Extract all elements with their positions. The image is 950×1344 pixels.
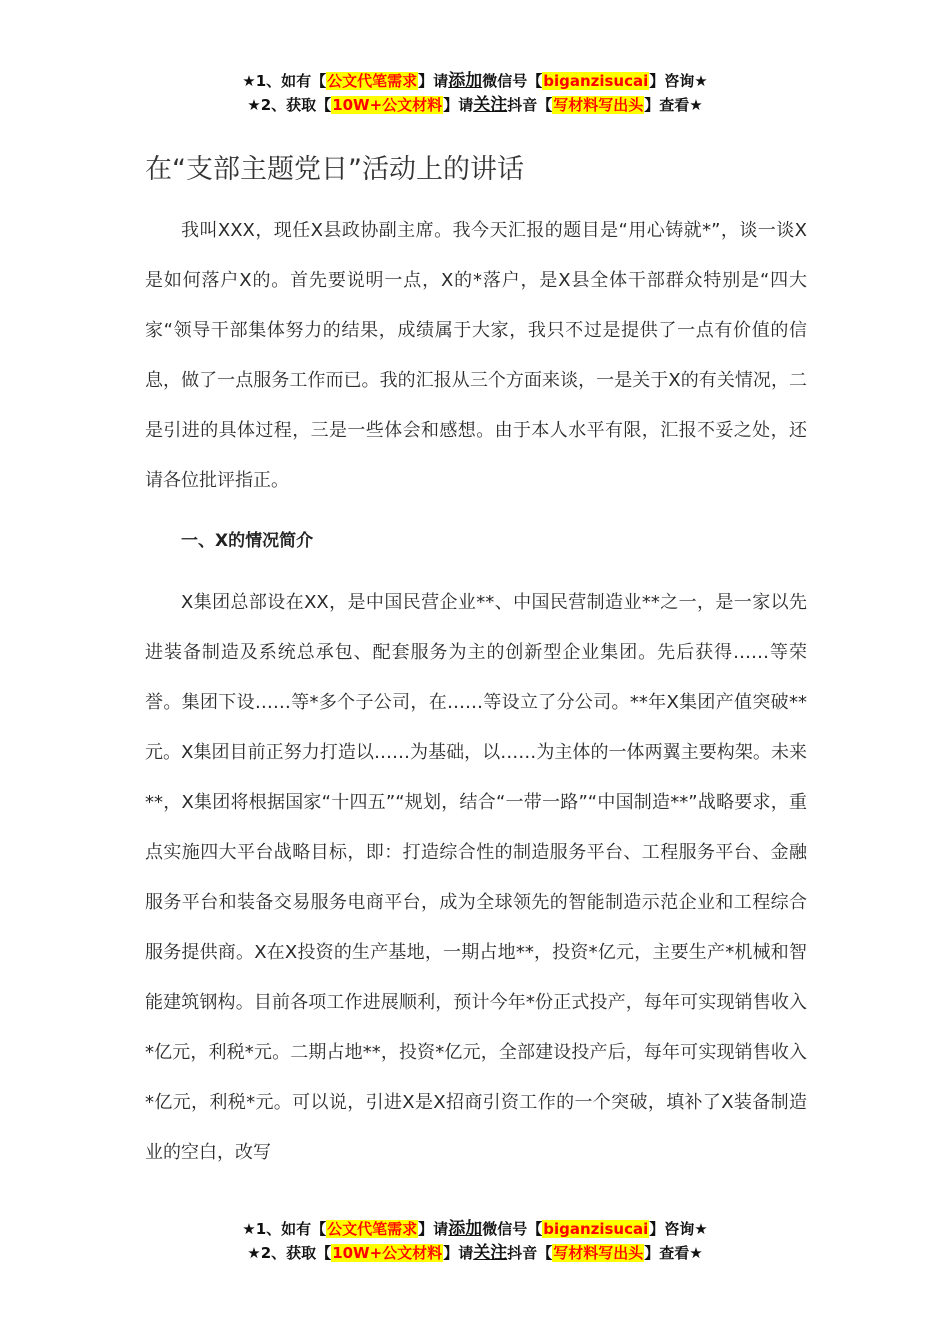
promo-text: 微信号【 bbox=[482, 72, 543, 90]
promo-highlight: 公文代笔需求 bbox=[327, 72, 418, 90]
document-title: 在“支部主题党日”活动上的讲话 bbox=[145, 154, 524, 185]
promo-highlight-douyin-id: 写材料写出头 bbox=[553, 1244, 644, 1262]
promo-text: 抖音【 bbox=[507, 1244, 553, 1262]
promo-highlight: 10W+公文材料 bbox=[332, 96, 443, 114]
promo-text: 】查看★ bbox=[644, 1244, 703, 1262]
paragraph-intro: 我叫XXX，现任X县政协副主席。我今天汇报的题目是“用心铸就*”，谈一谈X是如何落户X的。首先要说明一点，X的*落户，是X县全体干部群众特别是“四大家“领导干部集体努力的结果，成绩属于大家，我只不过是提供了一点有价值的信息，做了一点服务工作而已。我的汇报从三个方面来谈，一是关于X的有关情况，二是引进的具体过程，三是一些体会和感想。由于本人水平有限，汇报不妥之处，还请各位批评指正。 bbox=[145, 220, 807, 491]
promo-line-1 bbox=[0, 1217, 950, 1241]
promo-banner-bottom bbox=[0, 1217, 950, 1265]
promo-text: 】请 bbox=[443, 1244, 474, 1262]
promo-text: 】查看★ bbox=[644, 96, 703, 114]
promo-text: 抖音【 bbox=[507, 96, 553, 114]
promo-highlight: 10W+公文材料 bbox=[332, 1244, 443, 1262]
promo-text: ★1、如有【 bbox=[242, 72, 327, 90]
promo-underline: 添加 bbox=[448, 1219, 483, 1239]
promo-underline: 关注 bbox=[473, 1243, 508, 1263]
promo-highlight-wechat-id: biganzisucai bbox=[543, 1220, 649, 1238]
promo-underline: 关注 bbox=[473, 95, 508, 115]
promo-highlight-wechat-id: biganzisucai bbox=[543, 72, 649, 90]
promo-text: 微信号【 bbox=[482, 1220, 543, 1238]
promo-text: ★2、获取【 bbox=[247, 1244, 332, 1262]
promo-highlight-douyin-id: 写材料写出头 bbox=[553, 96, 644, 114]
promo-text: 】咨询★ bbox=[649, 72, 708, 90]
promo-text: ★1、如有【 bbox=[242, 1220, 327, 1238]
promo-line-1 bbox=[0, 69, 950, 93]
promo-underline: 添加 bbox=[448, 71, 483, 91]
promo-text: 】请 bbox=[418, 72, 449, 90]
promo-highlight: 公文代笔需求 bbox=[327, 1220, 418, 1238]
promo-text: ★2、获取【 bbox=[247, 96, 332, 114]
section-heading-1: 一、X的情况简介 bbox=[181, 531, 314, 551]
promo-line-2 bbox=[0, 1241, 950, 1265]
promo-text: 】请 bbox=[443, 96, 474, 114]
paragraph-section-1: X集团总部设在XX，是中国民营企业**、中国民营制造业**之一，是一家以先进装备制造及系统总承包、配套服务为主的创新型企业集团。先后获得……等荣誉。集团下设……等*多个子公司，在……等设立了分公司。**年X集团产值突破**元。X集团目前正努力打造以……为基础，以……为主体的一体两翼主要构架。未来**，X集团将根据国家“十四五”“规划，结合“一带一路”“中国制造**”战略要求，重点实施四大平台战略目标，即：打造综合性的制造服务平台、工程服务平台、金融服务平台和装备交易服务电商平台，成为全球领先的智能制造示范企业和工程综合服务提供商。X在X投资的生产基地，一期占地**，投资*亿元，主要生产*机械和智能建筑钢构。目前各项工作进展顺利，预计今年*份正式投产，每年可实现销售收入*亿元，利税*元。二期占地**，投资*亿元，全部建设投产后，每年可实现销售收入*亿元，利税*元。可以说，引进X是X招商引资工作的一个突破，填补了X装备制造业的空白，改写 bbox=[145, 592, 807, 1163]
promo-line-2 bbox=[0, 93, 950, 117]
promo-banner-top bbox=[0, 69, 950, 117]
promo-text: 】咨询★ bbox=[649, 1220, 708, 1238]
promo-text: 】请 bbox=[418, 1220, 449, 1238]
